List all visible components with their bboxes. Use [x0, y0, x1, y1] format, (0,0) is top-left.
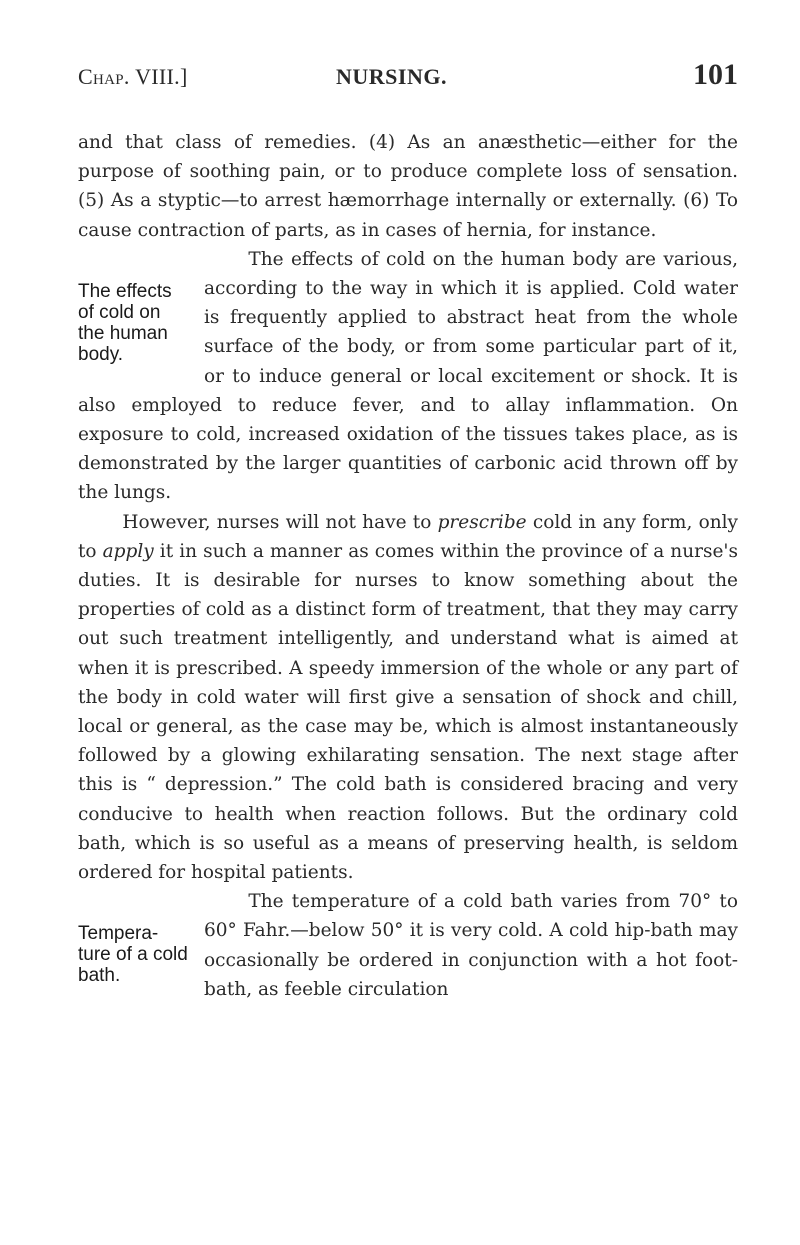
sidenote-effects-of-cold: The effects of cold on the human body.: [78, 280, 172, 365]
emphasis-apply: apply: [102, 540, 154, 562]
running-title: NURSING.: [336, 64, 447, 89]
paragraph-3-part-a: However, nurses will not have to: [122, 511, 438, 533]
paragraph-2: The effects of cold on the human body are various, according to the way in which it is applied. Cold water is frequently applied to abstract heat from the whole surface of the body, or from some particular part of it, or to induce general or local excitement or shock. It is also employed to reduce fever, and to allay inflammation. On exposure to cold, increased oxidation of the tissues takes place, as is demonstrated by the larger quantities of carbonic acid thrown off by the lungs.: [78, 248, 738, 504]
running-header: [78, 58, 738, 98]
page-number: 101: [693, 58, 738, 91]
emphasis-prescribe: prescribe: [437, 511, 527, 533]
paragraph-4: The temperature of a cold bath varies from 70° to 60° Fahr.—below 50° it is very cold. A cold hip-bath may occasionally be ordered in conjunction with a hot foot-bath, as feeble circulation: [204, 891, 738, 1000]
paragraph-3-part-c: it in such a manner as comes within the province of a nurse's duties. It is desirable for nurses to know something about the properties of cold as a distinct form of treatment, that they may carry out such treatment intelligently, and understand what is aimed at when it is prescribed. A speedy immersion of the whole or any part of the body in cold water will first give a sensation of shock and chill, local or general, as the case may be, which is almost instantaneously followed by a glowing exhilarating sensation. The next stage after this is “ depression.” The cold bath is considered bracing and very conducive to health when reaction follows. But the ordinary cold bath, which is so useful as a means of preserving health, is seldom ordered for hospital patients.: [78, 540, 739, 884]
paragraph-1: and that class of remedies. (4) As an anæsthetic—either for the purpose of soothing pain, or to produce complete loss of sensation. (5) As a styptic—to arrest hæmorrhage internally or externally. (6) To cause contraction of parts, as in cases of hernia, for instance.: [78, 132, 738, 241]
body-text: [78, 128, 738, 1004]
paragraph-3: [78, 508, 738, 888]
chapter-label: Chap. VIII.]: [78, 64, 188, 89]
paragraph-3-part-b: cold in any form, only to: [78, 511, 739, 562]
sidenote-temperature-of-cold-bath: Tempera-ture of a cold bath.: [78, 923, 188, 987]
